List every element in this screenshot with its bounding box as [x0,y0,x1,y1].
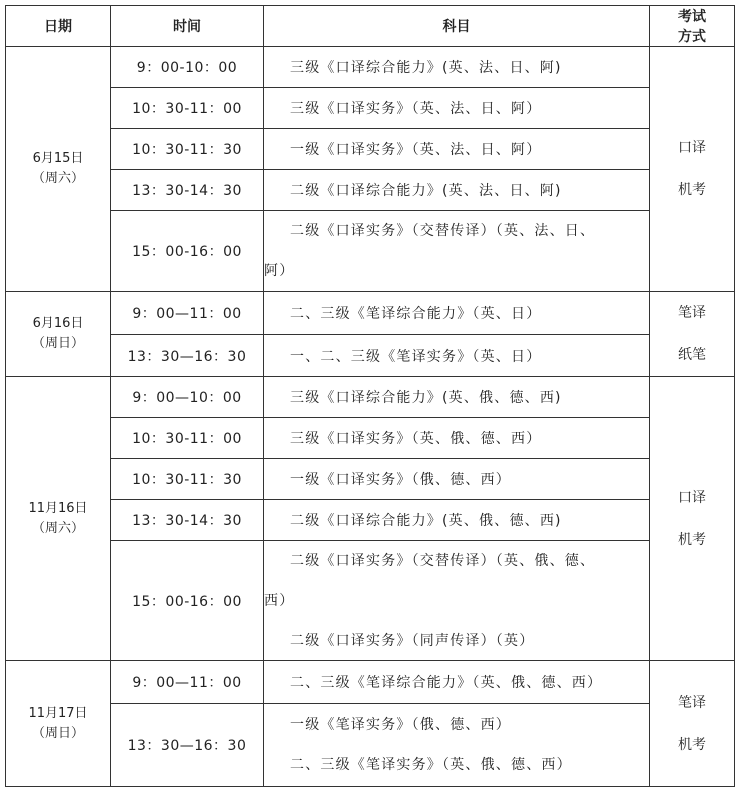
header-time: 时间 [111,6,264,47]
subject-text: 二级《口译综合能力》(英、法、日、阿) [290,183,562,199]
time-cell: 13：30-14：30 [111,170,264,211]
header-date: 日期 [6,6,111,47]
subject-text: 二级《口译实务》（交替传译）（英、俄、德、 [290,552,596,569]
subject-cell [264,418,650,459]
header-subject: 科目 [264,6,650,47]
mode-cell [650,661,735,787]
mode-line1: 口译 [678,489,706,506]
table-row [6,661,735,704]
date-cell [6,661,111,787]
time-cell: 13：30—16：30 [111,335,264,377]
subject-text: 一、二、三级《笔译实务》（英、日） [290,348,542,365]
date-text: 11月16日 [28,500,88,516]
time-cell: 10：30-11：00 [111,88,264,129]
mode-cell [650,377,735,661]
subject-cell [264,704,650,787]
subject-text: 三级《口译综合能力》(英、法、日、阿) [290,60,562,76]
subject-cell [264,129,650,170]
mode-line2: 机考 [678,182,706,198]
table-row [6,459,735,500]
table-row [6,88,735,129]
subject-cell [264,292,650,335]
subject-cell [264,88,650,129]
subject-text: 一级《口译实务》（英、法、日、阿） [290,142,542,158]
exam-schedule-table [5,5,735,787]
header-mode-line2: 方式 [678,29,706,45]
subject-text: 二级《口译综合能力》(英、俄、德、西) [290,513,562,529]
mode-line1: 口译 [678,140,706,156]
table-row [6,335,735,377]
date-cell [6,292,111,377]
subject-text-continued: 阿） [264,263,295,279]
subject-text: 二级《口译实务》（交替传译）（英、法、日、 [290,223,596,239]
date-cell [6,47,111,292]
time-cell: 15：00-16：00 [111,541,264,661]
weekday-text: （周日） [31,725,84,741]
time-cell: 9：00—11：00 [111,292,264,335]
table-row [6,129,735,170]
time-cell: 15：00-16：00 [111,211,264,292]
weekday-text: （周六） [31,171,84,186]
time-cell: 10：30-11：30 [111,459,264,500]
subject-text: 二级《口译实务》（同声传译）（英） [290,632,535,649]
mode-cell [650,292,735,377]
time-cell: 9：00—11：00 [111,661,264,704]
header-mode [650,6,735,47]
date-text: 6月15日 [32,151,84,166]
subject-cell [264,170,650,211]
date-cell [6,377,111,661]
mode-line1: 笔译 [678,694,706,711]
subject-text: 二、三级《笔译综合能力》（英、俄、德、西） [290,675,603,691]
table-row [6,211,735,292]
header-row [6,6,735,47]
weekday-text: （周六） [31,520,84,536]
weekday-text: （周日） [31,336,84,351]
table-row [6,541,735,661]
subject-cell [264,541,650,661]
header-mode-line1: 考试 [678,9,706,25]
table-row [6,170,735,211]
table-row [6,500,735,541]
subject-text: 三级《口译实务》（英、法、日、阿） [290,101,542,117]
time-cell: 9：00-10：00 [111,47,264,88]
subject-cell [264,500,650,541]
time-cell: 10：30-11：00 [111,418,264,459]
table-row [6,47,735,88]
table-row [6,704,735,787]
subject-cell [264,335,650,377]
mode-cell [650,47,735,292]
subject-cell [264,47,650,88]
mode-line2: 机考 [678,736,706,753]
mode-line2: 机考 [678,531,706,548]
mode-line1: 笔译 [678,305,706,321]
subject-text: 三级《口译实务》（英、俄、德、西） [290,431,542,447]
table-row [6,418,735,459]
subject-text: 一级《口译实务》（俄、德、西） [290,472,511,488]
time-cell: 9：00—10：00 [111,377,264,418]
subject-cell [264,661,650,704]
subject-text: 一级《笔译实务》（俄、德、西） [290,717,511,733]
table-row [6,292,735,335]
subject-text-continued: 西） [264,592,295,609]
subject-cell [264,459,650,500]
subject-cell [264,211,650,292]
table-row [6,377,735,418]
mode-line2: 纸笔 [678,347,706,363]
date-text: 6月16日 [32,316,84,331]
time-cell: 10：30-11：30 [111,129,264,170]
subject-text: 三级《口译综合能力》(英、俄、德、西) [290,390,562,406]
time-cell: 13：30-14：30 [111,500,264,541]
time-cell: 13：30—16：30 [111,704,264,787]
subject-text: 二、三级《笔译实务》（英、俄、德、西） [290,757,572,773]
date-text: 11月17日 [28,705,88,721]
subject-cell [264,377,650,418]
subject-text: 二、三级《笔译综合能力》（英、日） [290,306,542,322]
